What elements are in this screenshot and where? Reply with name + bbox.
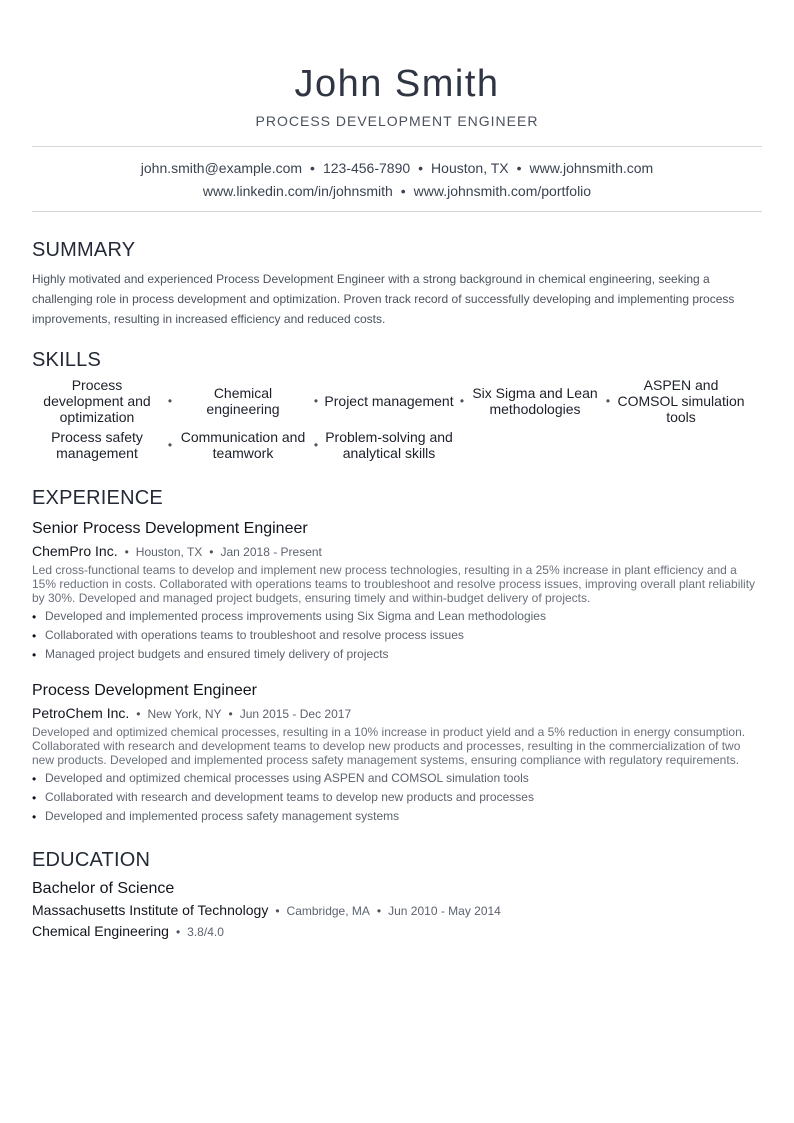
skill-item: ASPEN and COMSOL simulation tools — [617, 377, 745, 425]
education-major-line — [32, 921, 762, 942]
experience-heading: EXPERIENCE — [32, 487, 163, 509]
portfolio-link[interactable]: www.johnsmith.com/portfolio — [413, 183, 592, 199]
linkedin-link[interactable]: www.linkedin.com/in/johnsmith — [202, 183, 393, 199]
meta-separator: • — [175, 925, 181, 939]
candidate-name: John Smith — [294, 63, 500, 105]
job-bullet: • Managed project budgets and ensured timely delivery of projects — [32, 645, 762, 664]
job-location: Houston, TX — [135, 545, 203, 559]
education-location: Cambridge, MA — [286, 904, 370, 918]
education-entry — [32, 878, 762, 942]
company-name: ChemPro Inc. — [32, 543, 118, 559]
skill-item: Chemical engineering — [206, 385, 280, 417]
contact-separator: • — [418, 160, 424, 176]
resume-page — [32, 0, 762, 942]
job-meta — [32, 703, 762, 724]
phone-text: 123-456-7890 — [322, 160, 411, 176]
major-name: Chemical Engineering — [32, 923, 169, 939]
meta-separator: • — [136, 707, 141, 721]
meta-separator: • — [209, 545, 214, 559]
job-bullet: • Developed and optimized chemical processes using ASPEN and COMSOL simulation tools — [32, 769, 762, 788]
job-bullet: • Developed and implemented process safety management systems — [32, 807, 762, 826]
skills-list — [32, 377, 762, 461]
location-text: Houston, TX — [431, 160, 509, 176]
institution-name: Massachusetts Institute of Technology — [32, 902, 269, 918]
job-bullet: • Collaborated with research and development teams to develop new products and processes — [32, 788, 762, 807]
contact-separator: • — [516, 160, 522, 176]
skill-item: Project management — [324, 393, 454, 409]
meta-separator: • — [228, 707, 233, 721]
skill-item: Problem-solving and analytical skills — [325, 429, 453, 461]
skill-separator: • — [459, 394, 465, 408]
website-link[interactable]: www.johnsmith.com — [529, 160, 654, 176]
skill-item: Communication and teamwork — [180, 429, 306, 461]
job-bullets — [32, 607, 762, 664]
contact-separator: • — [400, 183, 406, 199]
meta-separator: • — [275, 904, 280, 918]
education-heading: EDUCATION — [32, 849, 151, 871]
education-meta — [32, 900, 762, 921]
resume-header — [32, 0, 762, 130]
candidate-title: PROCESS DEVELOPMENT ENGINEER — [255, 113, 539, 129]
job-entry — [32, 518, 762, 664]
contact-separator: • — [310, 160, 315, 176]
email-link[interactable]: john.smith@example.com — [140, 160, 303, 176]
meta-separator: • — [124, 545, 129, 559]
job-bullets — [32, 769, 762, 826]
skill-separator: • — [167, 394, 173, 408]
job-description: Led cross-functional teams to develop and implement new process technologies, resulting in a 25% increase in plant efficiency and a 15% reduction in costs. Collaborated with operations teams to troubleshoot and resolve process issues, improving overall plant reliability by 30%. Developed and managed project budgets, ensuring timely and within-budget delivery of projects. — [32, 563, 756, 605]
skills-row — [32, 377, 762, 425]
job-entry — [32, 680, 762, 826]
skills-heading: SKILLS — [32, 349, 102, 371]
job-bullet: • Developed and implemented process improvements using Six Sigma and Lean methodologies — [32, 607, 762, 626]
job-title: Process Development Engineer — [32, 682, 258, 699]
job-dates: Jan 2018 - Present — [220, 545, 322, 559]
gpa-value: 3.8/4.0 — [187, 925, 224, 939]
skill-item: Six Sigma and Lean methodologies — [472, 385, 598, 417]
contact-line-2 — [32, 180, 762, 203]
job-description: Developed and optimized chemical processes, resulting in a 10% increase in product yield and a 5% reduction in energy consumption. Collaborated with research and development teams to develop new products and processes, resulting in the commercialization of two new products. Developed and implemented process safety management systems, ensuring compliance with regulatory requirements. — [32, 725, 746, 767]
job-dates: Jun 2015 - Dec 2017 — [239, 707, 352, 721]
company-name: PetroChem Inc. — [32, 705, 130, 721]
job-title: Senior Process Development Engineer — [32, 520, 308, 537]
skill-separator: • — [167, 438, 173, 452]
job-location: New York, NY — [147, 707, 222, 721]
skill-item: Process development and optimization — [43, 377, 151, 425]
meta-separator: • — [376, 904, 382, 918]
education-dates: Jun 2010 - May 2014 — [388, 904, 501, 918]
skill-separator: • — [313, 394, 319, 408]
divider-bottom — [32, 211, 762, 212]
summary-heading: SUMMARY — [32, 239, 136, 261]
contact-block — [32, 147, 762, 211]
job-bullet: • Collaborated with operations teams to troubleshoot and resolve process issues — [32, 626, 762, 645]
skill-item: Process safety management — [51, 429, 143, 461]
skills-row — [32, 429, 762, 461]
skill-separator: • — [605, 394, 611, 408]
job-meta — [32, 541, 762, 562]
skill-separator: • — [313, 438, 319, 452]
summary-text: Highly motivated and experienced Process Development Engineer with a strong background in chemical engineering, seeking a challenging role in process development and optimization. Proven track record of successfully developing and implementing process improvements, resulting in increased efficiency and reduced costs. — [32, 272, 735, 326]
degree-title: Bachelor of Science — [32, 880, 175, 897]
contact-line-1 — [32, 157, 762, 180]
